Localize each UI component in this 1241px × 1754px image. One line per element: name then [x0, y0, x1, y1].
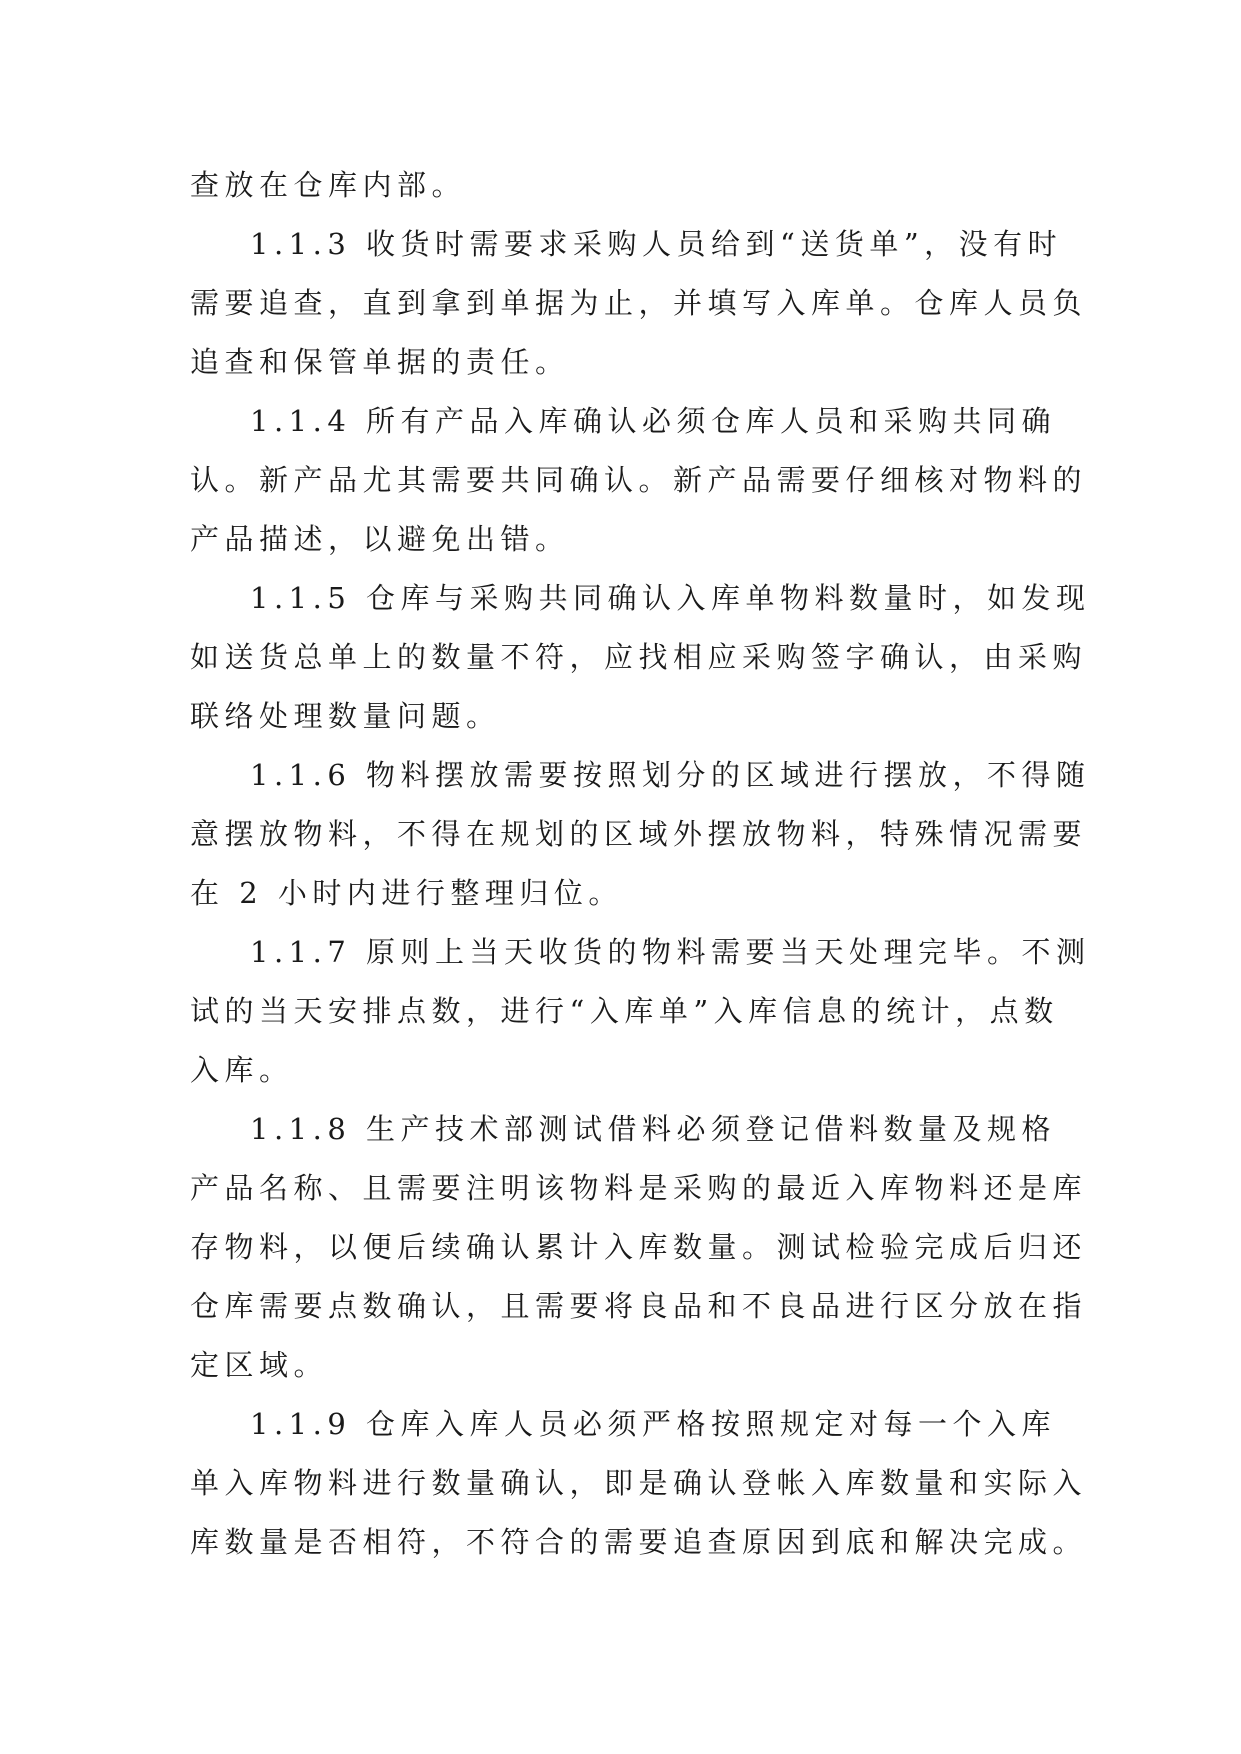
document-body	[190, 156, 1091, 1572]
paragraph-line: 定区域。	[190, 1348, 329, 1382]
clause-1-1-4-line: 1.1.4 所有产品入库确认必须仓库人员和采购共同确	[250, 404, 1057, 438]
clause-1-1-5-line: 1.1.5 仓库与采购共同确认入库单物料数量时，如发现	[250, 581, 1091, 615]
paragraph-line: 产品描述，以避免出错。	[190, 522, 570, 556]
paragraph-line: 试的当天安排点数，进行“入库单”入库信息的统计，点数	[190, 994, 1059, 1028]
paragraph-line: 存物料，以便后续确认累计入库数量。测试检验完成后归还	[190, 1230, 1088, 1264]
paragraph-line: 联络处理数量问题。	[190, 699, 501, 733]
clause-1-1-9-line: 1.1.9 仓库入库人员必须严格按照规定对每一个入库	[250, 1407, 1057, 1441]
paragraph-line: 入库。	[190, 1053, 294, 1087]
clause-1-1-6-line: 1.1.6 物料摆放需要按照划分的区域进行摆放，不得随	[250, 758, 1091, 792]
paragraph-line: 库数量是否相符，不符合的需要追查原因到底和解决完成。	[190, 1525, 1088, 1559]
clause-1-1-8-line: 1.1.8 生产技术部测试借料必须登记借料数量及规格	[250, 1112, 1057, 1146]
paragraph-line: 查放在仓库内部。	[190, 168, 467, 202]
paragraph-line: 在 2 小时内进行整理归位。	[190, 876, 623, 910]
paragraph-line: 追查和保管单据的责任。	[190, 345, 570, 379]
paragraph-line: 需要追查，直到拿到单据为止，并填写入库单。仓库人员负	[190, 286, 1088, 320]
paragraph-line: 认。新产品尤其需要共同确认。新产品需要仔细核对物料的	[190, 463, 1088, 497]
clause-1-1-3-line: 1.1.3 收货时需要求采购人员给到“送货单”，没有时	[250, 227, 1063, 261]
paragraph-line: 单入库物料进行数量确认，即是确认登帐入库数量和实际入	[190, 1466, 1088, 1500]
paragraph-line: 仓库需要点数确认，且需要将良品和不良品进行区分放在指	[190, 1289, 1088, 1323]
paragraph-line: 如送货总单上的数量不符，应找相应采购签字确认，由采购	[190, 640, 1088, 674]
paragraph-line: 产品名称、且需要注明该物料是采购的最近入库物料还是库	[190, 1171, 1088, 1205]
clause-1-1-7-line: 1.1.7 原则上当天收货的物料需要当天处理完毕。不测	[250, 935, 1091, 969]
paragraph-line: 意摆放物料，不得在规划的区域外摆放物料，特殊情况需要	[190, 817, 1088, 851]
